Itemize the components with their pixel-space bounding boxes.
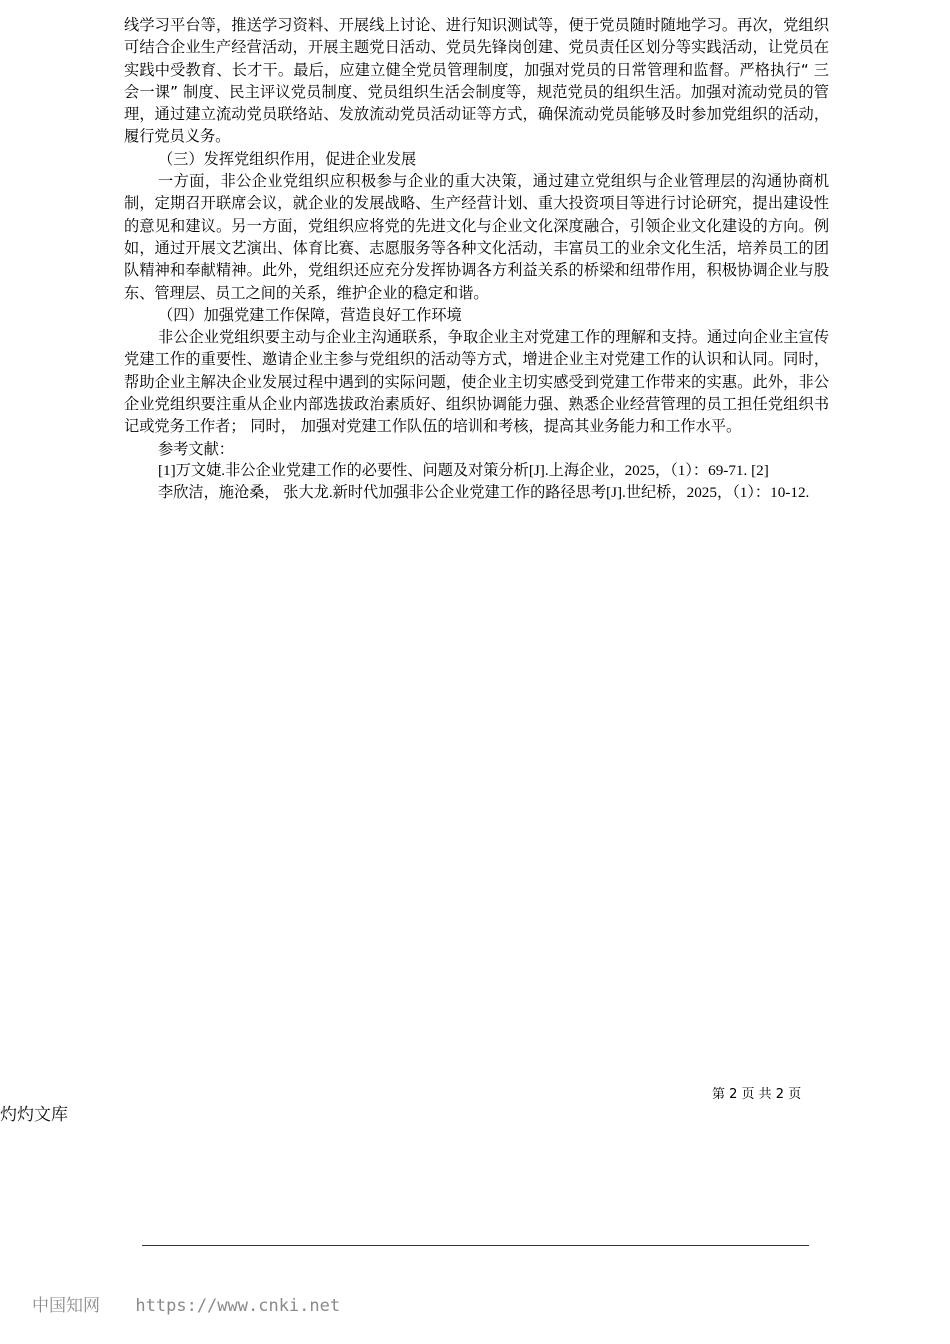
section-heading-3: （三）发挥党组织作用，促进企业发展	[158, 149, 417, 168]
reference-item-1: [1]万文婕.非公企业党建工作的必要性、问题及对策分析[J].上海企业，2025，（1）：69-71. [2]	[158, 461, 769, 479]
cnki-url-link[interactable]: https://www.cnki.net	[135, 1296, 341, 1316]
references-heading: 参考文献：	[158, 439, 234, 458]
page-number: 第 2 页 共 2 页	[712, 1087, 802, 1102]
footer-divider	[142, 1245, 809, 1246]
cnki-footer	[32, 1294, 340, 1318]
paragraph-party-member-training: 线学习平台等，推送学习资料、开展线上讨论、进行知识测试等，便于党员随时随地学习。再次，党组织可结合企业生产经营活动，开展主题党日活动、党员先锋岗创建、党员责任区划分等实践活动，让党员在实践中受教育、长才干。最后，应建立健全党员管理制度，加强对党员的日常管理和监督。严格执行“ 三会一课” 制度、民主评议党员制度、党员组织生活会制度等，规范党员的组织生活。加强对流动党员的管理，通过建立流动党员联络站、发放流动党员活动证等方式，确保流动党员能够及时参加党组织的活动，履行党员义务。	[124, 16, 829, 146]
section-heading-4: （四）加强党建工作保障，营造良好工作环境	[158, 305, 462, 324]
document-body	[124, 14, 829, 505]
paragraph-work-guarantee: 非公企业党组织要主动与企业主沟通联系，争取企业主对党建工作的理解和支持。通过向企业主宣传党建工作的重要性、邀请企业主参与党组织的活动等方式，增进企业主对党建工作的认识和认同。同时，帮助企业主解决企业发展过程中遇到的实际问题，使企业主切实感受到党建工作带来的实惠。此外，非公企业党组织要注重从企业内部选拔政治素质好、组织协调能力强、熟悉企业经营管理的员工担任党组织书记或党务工作者； 同时， 加强对党建工作队伍的培训和考核，提高其业务能力和工作水平。	[124, 328, 829, 436]
paragraph-party-organization-role: 一方面，非公企业党组织应积极参与企业的重大决策，通过建立党组织与企业管理层的沟通协商机制，定期召开联席会议，就企业的发展战略、生产经营计划、重大投资项目等进行讨论研究，提出建设性的意见和建议。另一方面，党组织应将党的先进文化与企业文化深度融合，引领企业文化建设的方向。例如，通过开展文艺演出、体育比赛、志愿服务等各种文化活动，丰富员工的业余文化生活，培养员工的团队精神和奉献精神。此外，党组织还应充分发挥协调各方利益关系的桥梁和纽带作用，积极协调企业与股东、管理层、员工之间的关系，维护企业的稳定和谐。	[124, 172, 829, 302]
watermark-label: 灼灼文库	[0, 1105, 68, 1125]
cnki-brand: 中国知网	[32, 1296, 100, 1316]
reference-item-2: 李欣洁，施沧桑， 张大龙.新时代加强非公企业党建工作的路径思考[J].世纪桥，2025，（1）：10-12.	[158, 484, 810, 502]
